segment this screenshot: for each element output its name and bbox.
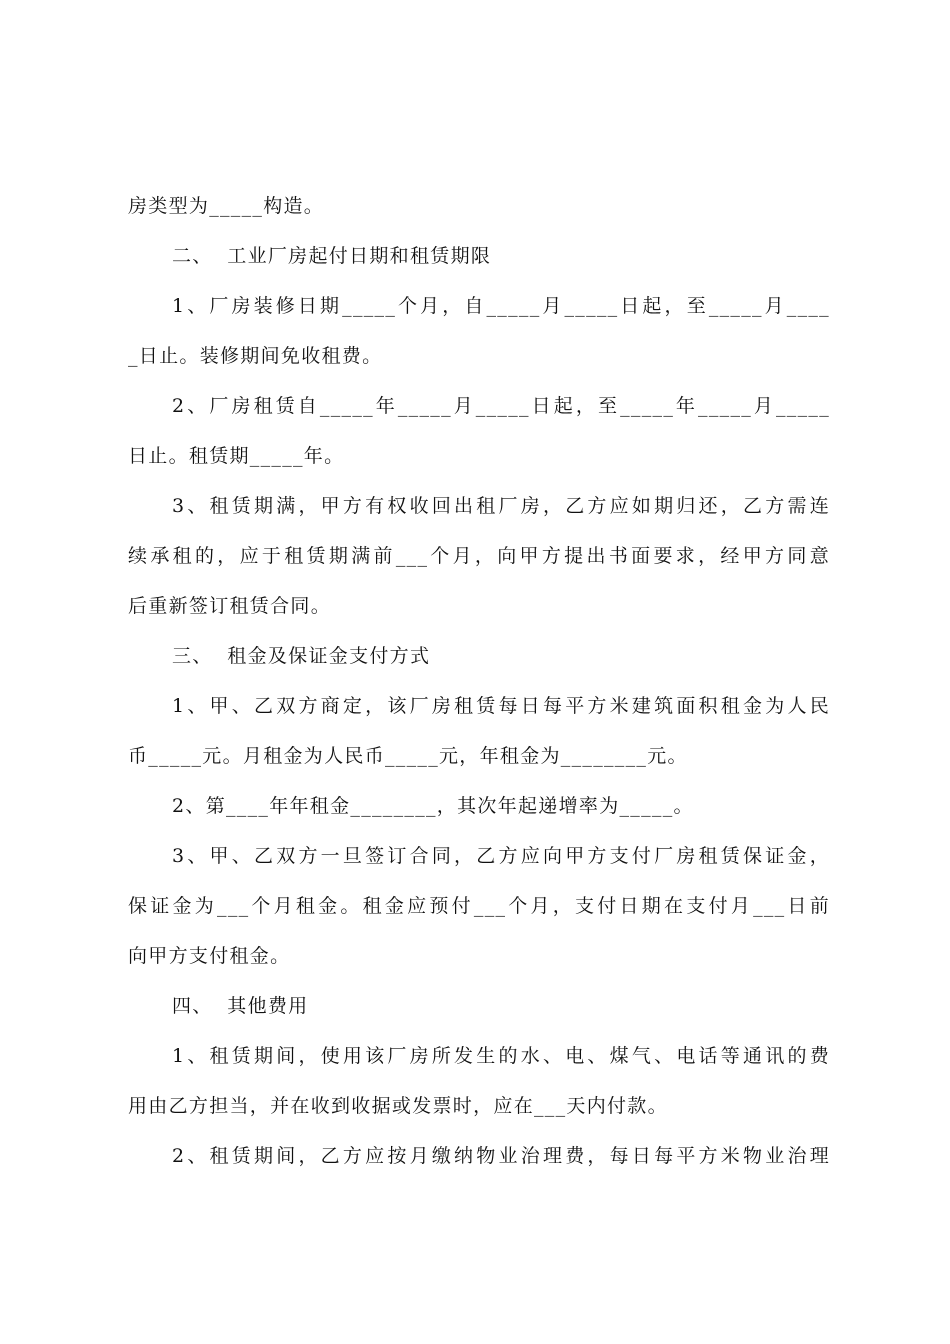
section-heading: 三、 租金及保证金支付方式 bbox=[172, 645, 431, 667]
paragraph-line: 1、租赁期间，使用该厂房所发生的水、电、煤气、电话等通讯的费 bbox=[172, 1045, 830, 1067]
paragraph-line: _日止。装修期间免收租费。 bbox=[128, 345, 383, 367]
paragraph-line: 3、租赁期满，甲方有权收回出租厂房，乙方应如期归还，乙方需连 bbox=[172, 495, 830, 517]
section-heading: 四、 其他费用 bbox=[172, 995, 309, 1017]
paragraph-line: 2、第____年年租金________，其次年起递增率为_____。 bbox=[172, 795, 694, 817]
paragraph-line: 1、厂房装修日期_____个月，自_____月_____日起，至_____月____ bbox=[172, 295, 830, 317]
paragraph-line: 2、厂房租赁自_____年_____月_____日起，至_____年_____月_____ bbox=[172, 395, 830, 417]
paragraph-line: 日止。租赁期_____年。 bbox=[128, 445, 345, 467]
paragraph-line: 用由乙方担当，并在收到收据或发票时，应在___天内付款。 bbox=[128, 1095, 668, 1117]
paragraph-line: 向甲方支付租金。 bbox=[128, 945, 291, 967]
paragraph-line: 保证金为___个月租金。租金应预付___个月，支付日期在支付月___日前 bbox=[128, 895, 830, 917]
paragraph-line: 后重新签订租赁合同。 bbox=[128, 595, 332, 617]
paragraph-line: 币_____元。月租金为人民币_____元，年租金为________元。 bbox=[128, 745, 688, 767]
paragraph-line: 3、甲、乙双方一旦签订合同，乙方应向甲方支付厂房租赁保证金， bbox=[172, 845, 830, 867]
paragraph-line: 房类型为_____构造。 bbox=[128, 195, 325, 217]
section-heading: 二、 工业厂房起付日期和租赁期限 bbox=[172, 245, 492, 267]
paragraph-line: 续承租的，应于租赁期满前___个月，向甲方提出书面要求，经甲方同意 bbox=[128, 545, 830, 567]
paragraph-line: 2、租赁期间，乙方应按月缴纳物业治理费，每日每平方米物业治理 bbox=[172, 1145, 830, 1167]
paragraph-line: 1、甲、乙双方商定，该厂房租赁每日每平方米建筑面积租金为人民 bbox=[172, 695, 830, 717]
